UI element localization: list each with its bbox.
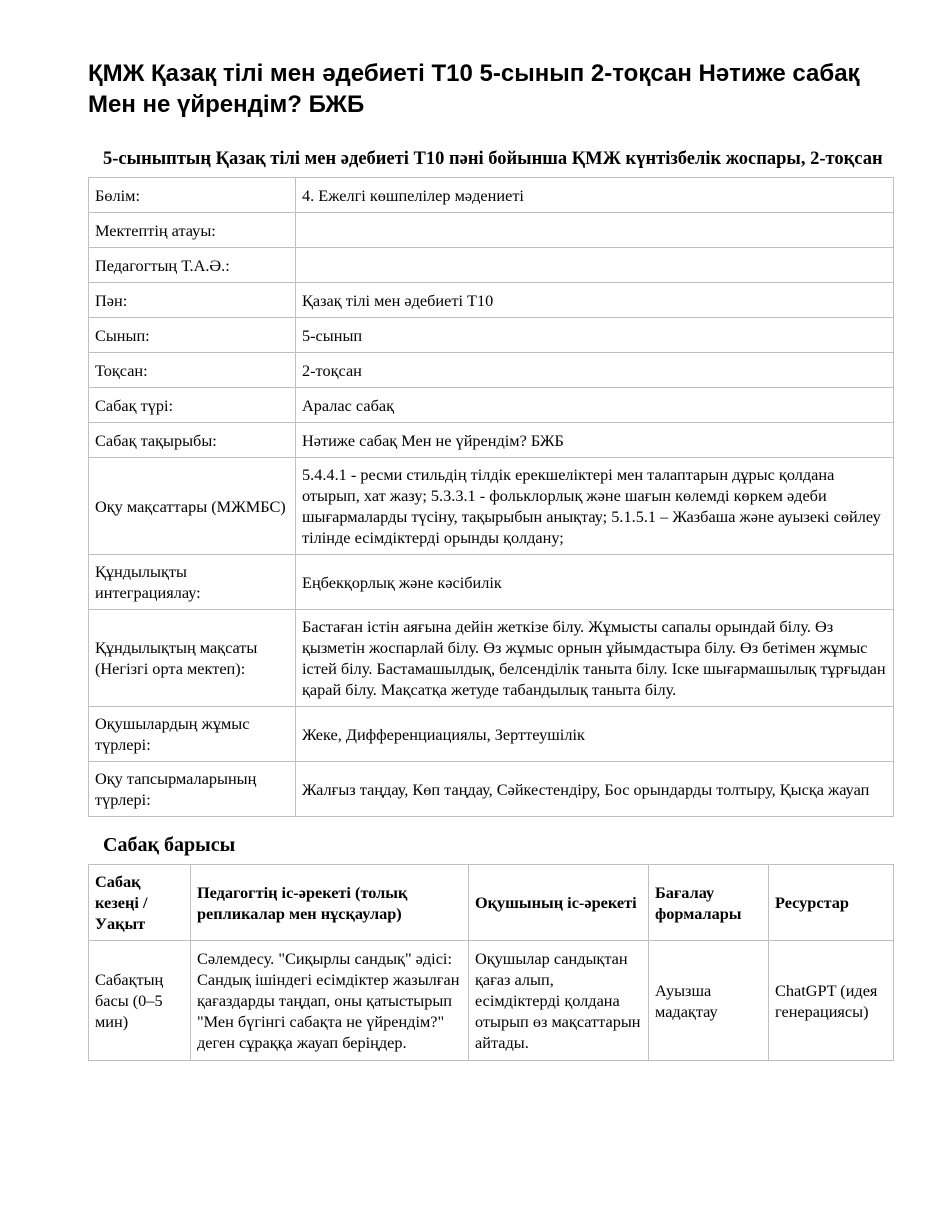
info-value: Еңбекқорлық және кәсібилік [296, 555, 894, 610]
lesson-assessment: Ауызша мадақтау [649, 941, 769, 1061]
info-value [296, 213, 894, 248]
info-value: Қазақ тілі мен әдебиеті Т10 [296, 283, 894, 318]
page-title: ҚМЖ Қазақ тілі мен әдебиеті Т10 5-сынып 2-тоқсан Нәтиже сабақ Мен не үйрендім? БЖБ [88, 60, 860, 118]
lesson-header-row [89, 865, 894, 941]
header-resources: Ресурстар [769, 865, 894, 941]
lesson-student: Оқушылар сандықтан қағаз алып, есімдіктерді қолдана отырып өз мақсаттарын айтады. [469, 941, 649, 1061]
header-stage: Сабақ кезеңі / Уақыт [89, 865, 191, 941]
info-label: Пән: [89, 283, 296, 318]
info-row [89, 178, 894, 213]
info-value: Бастаған істін аяғына дейін жеткізе білу. Жұмысты сапалы орындай білу. Өз қызметін жоспарлай білу. Өз жұмыс орнын ұйымдастыра білу. Өз бетімен жұмыс істей білу. Бастамашылдық, белсенділік таныта білу. Іске шығармашылық тұрғыдан қарай білу. Мақсатқа жетуде табандылық таныта білу. [296, 610, 894, 707]
info-label: Құндылықтың мақсаты (Негізгі орта мектеп): [89, 610, 296, 707]
info-value: 2-тоқсан [296, 353, 894, 388]
info-row [89, 213, 894, 248]
info-label: Сынып: [89, 318, 296, 353]
header-assessment: Бағалау формалары [649, 865, 769, 941]
info-label: Оқушылардың жұмыс түрлері: [89, 707, 296, 762]
info-value: Жеке, Дифференциациялы, Зерттеушілік [296, 707, 894, 762]
header-teacher: Педагогтің іс-әрекеті (толық репликалар мен нұсқаулар) [191, 865, 469, 941]
info-value [296, 248, 894, 283]
info-row [89, 388, 894, 423]
info-row [89, 762, 894, 817]
lesson-teacher: Сәлемдесу. "Сиқырлы сандық" әдісі: Сандық ішіндегі есімдіктер жазылған қағаздарды таңдап, оны қатыстырып "Мен бүгінгі сабақта не үйрендім?" деген сұраққа жауап беріңдер. [191, 941, 469, 1061]
info-row [89, 555, 894, 610]
info-row [89, 318, 894, 353]
info-row [89, 707, 894, 762]
info-row [89, 248, 894, 283]
lesson-table [88, 864, 894, 1061]
info-label: Сабақ тақырыбы: [89, 423, 296, 458]
info-label: Оқу тапсырмаларының түрлері: [89, 762, 296, 817]
lesson-row [89, 941, 894, 1061]
info-row [89, 458, 894, 555]
info-label: Сабақ түрі: [89, 388, 296, 423]
info-row [89, 353, 894, 388]
info-table [88, 177, 894, 817]
info-label: Мектептің атауы: [89, 213, 296, 248]
document-page [88, 58, 893, 1061]
info-value: 4. Ежелгі көшпелілер мәдениеті [296, 178, 894, 213]
info-label: Тоқсан: [89, 353, 296, 388]
info-value: Аралас сабақ [296, 388, 894, 423]
info-label: Педагогтың Т.А.Ә.: [89, 248, 296, 283]
info-row [89, 283, 894, 318]
section-title: Сабақ барысы [103, 834, 236, 856]
info-label: Бөлім: [89, 178, 296, 213]
info-value: 5-сынып [296, 318, 894, 353]
info-value: Жалғыз таңдау, Көп таңдау, Сәйкестендіру, Бос орындарды толтыру, Қысқа жауап [296, 762, 894, 817]
lesson-resources: ChatGPT (идея генерациясы) [769, 941, 894, 1061]
info-row [89, 610, 894, 707]
lesson-stage: Сабақтың басы (0–5 мин) [89, 941, 191, 1061]
info-label: Құндылықты интеграциялау: [89, 555, 296, 610]
plan-title: 5-сыныптың Қазақ тілі мен әдебиеті Т10 пәні бойынша ҚМЖ күнтізбелік жоспары, 2-тоқсан [103, 149, 883, 169]
info-value: 5.4.4.1 - ресми стильдің тілдік ерекшеліктері мен талаптарын дұрыс қолдана отырып, хат жазу; 5.3.3.1 - фольклорлық және шағын көлемді көркем әдеби шығармаларды түсіну, тақырыбын анықтау; 5.1.5.1 – Жазбаша және ауызекі сөйлеу тілінде есімдіктерді орынды қолдану; [296, 458, 894, 555]
info-label: Оқу мақсаттары (МЖМБС) [89, 458, 296, 555]
info-value: Нәтиже сабақ Мен не үйрендім? БЖБ [296, 423, 894, 458]
info-row [89, 423, 894, 458]
header-student: Оқушының іс-әрекеті [469, 865, 649, 941]
